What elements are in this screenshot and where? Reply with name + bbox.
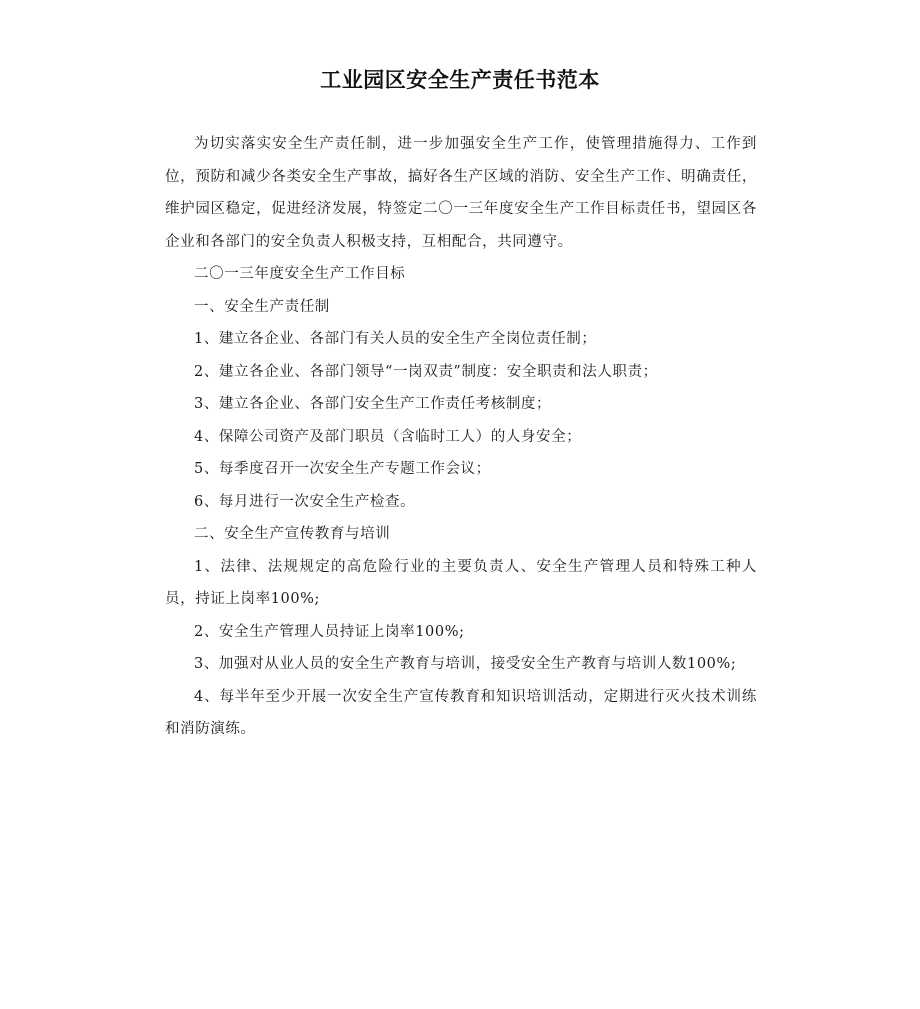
list-item: 1、法律、法规规定的高危险行业的主要负责人、安全生产管理人员和特殊工种人员，持证上岗率100%; (165, 558, 757, 607)
document-title: 工业园区安全生产责任书范本 (320, 68, 600, 92)
list-item: 5、每季度召开一次安全生产专题工作会议； (194, 461, 491, 477)
list-item: 6、每月进行一次安全生产检查。 (194, 493, 416, 510)
list-item: 2、建立各企业、各部门领导“一岗双责”制度：安全职责和法人职责； (194, 363, 658, 380)
section-heading-responsibility: 一、安全生产责任制 (194, 298, 330, 315)
list-item: 2、安全生产管理人员持证上岗率100%; (194, 623, 465, 640)
section-heading-training: 二、安全生产宣传教育与培训 (194, 526, 391, 542)
list-item: 3、加强对从业人员的安全生产教育与培训，接受安全生产教育与培训人数100%; (194, 656, 737, 672)
intro-paragraph: 为切实落实安全生产责任制，进一步加强安全生产工作，使管理措施得力、工作到位，预防和减少各类安全生产事故，搞好各生产区域的消防、安全生产工作、明确责任，维护园区稳定，促进经济发展，特签定二〇一三年度安全生产工作目标责任书，望园区各企业和各部门的安全负责人积极支持，互相配合，共同遵守。 (165, 136, 757, 250)
document-body (165, 128, 757, 746)
list-item: 1、建立各企业、各部门有关人员的安全生产全岗位责任制； (194, 331, 597, 347)
list-item: 4、保障公司资产及部门职员（含临时工人）的人身安全； (194, 428, 582, 445)
list-item: 4、每半年至少开展一次安全生产宣传教育和知识培训活动，定期进行灭火技术训练和消防演练。 (165, 688, 757, 737)
list-item: 3、建立各企业、各部门安全生产工作责任考核制度； (194, 396, 552, 412)
section-heading-goals: 二〇一三年度安全生产工作目标 (194, 266, 406, 282)
